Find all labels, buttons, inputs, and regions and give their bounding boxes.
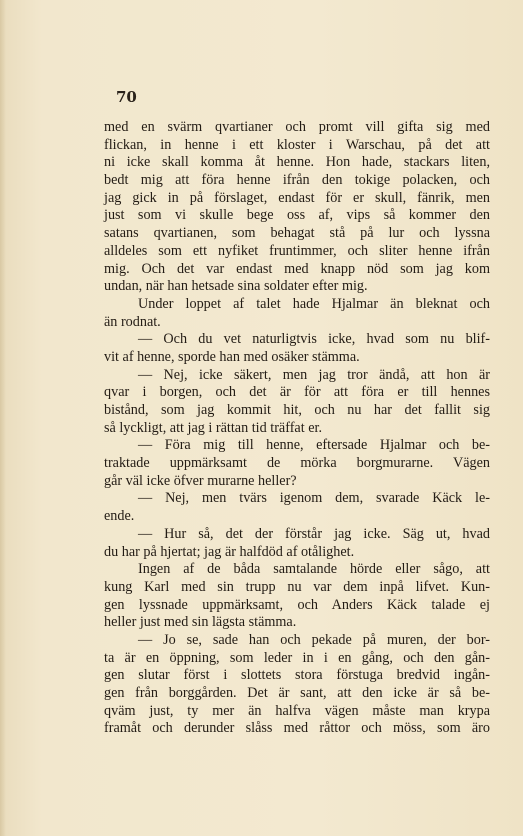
text-line: — Nej, icke säkert, men jag tror ändå, att hon är [138,366,490,383]
text-line: gen lyssnade uppmärksamt, och Anders Käck talade ej [104,596,490,613]
text-line: du har på hjertat; jag är halfdöd af otålighet. [104,543,355,560]
text-line: qvar i borgen, och det är för att föra er till hennes [104,384,490,401]
text-line: gen slutar först i slottets stora förstuga bredvid ingån- [104,667,490,684]
text-line: — Föra mig till henne, eftersade Hjalmar och be- [138,437,490,454]
text-line: flickan, in henne i ett kloster i Warschau, på det att [104,136,490,153]
text-line: så lyckligt, att jag i rättan tid träffat er. [104,419,322,436]
text-line: undan, när han hetsade sina soldater efter mig. [104,278,368,295]
text-line: satans qvartianen, som behagat stå på lur och lyssna [104,225,490,242]
text-line: heller just med sin lägsta stämma. [104,614,297,631]
text-line: än rodnat. [104,313,161,330]
text-line: — Nej, men tvärs igenom dem, svarade Käck le- [138,490,490,507]
text-line: alldeles som ett nyfiket fruntimmer, och sliter henne ifrån [104,242,490,259]
text-line: bistånd, som jag kommit hit, och nu har det fallit sig [104,402,490,418]
page-edge-shadow [0,0,6,836]
text-line: mig. Och det var endast med knapp nöd som jag kom [104,260,490,277]
text-line: — Jo se, sade han och pekade på muren, der bor- [138,631,490,648]
text-line: Under loppet af talet hade Hjalmar än bleknat och [138,295,490,312]
text-line: går väl icke öfver murarne heller? [104,472,297,489]
text-line: — Hur så, det der förstår jag icke. Säg ut, hvad [138,525,490,542]
text-line: traktade uppmärksamt de mörka borgmurarne. Vägen [104,455,490,472]
text-line: kung Karl med sin trupp nu var dem inpå lifvet. Kun- [104,578,490,595]
text-line: gen från borggården. Det är sant, att den icke är så be- [104,685,490,701]
text-line: just som vi skulle bege oss af, vips så kommer den [104,207,490,224]
text-line: bedt mig att föra henne ifrån den tokige polacken, och [104,172,490,189]
text-line: med en svärm qvartianer och promt vill gifta sig med [104,119,490,135]
text-line: framåt och derunder slåss med råttor och möss, som äro [104,720,490,737]
text-line: ta är en öppning, som leder in i en gång, och den gån- [104,649,490,666]
text-line: ni icke skall komma åt henne. Hon hade, stackars liten, [104,154,490,171]
page-number: 70 [116,88,137,106]
body-text [104,119,490,738]
text-line: ende. [104,508,135,525]
text-line: qväm just, ty mer än halfva vägen måste man krypa [104,702,490,719]
text-line: Ingen af de båda samtalande hörde eller sågo, att [138,561,490,578]
text-line: vit af henne, sporde han med osäker stämma. [104,348,360,365]
text-line: — Och du vet naturligtvis icke, hvad som nu blif- [138,331,490,348]
text-line: jag gick in på förslaget, endast för er skull, fänrik, men [104,189,490,206]
